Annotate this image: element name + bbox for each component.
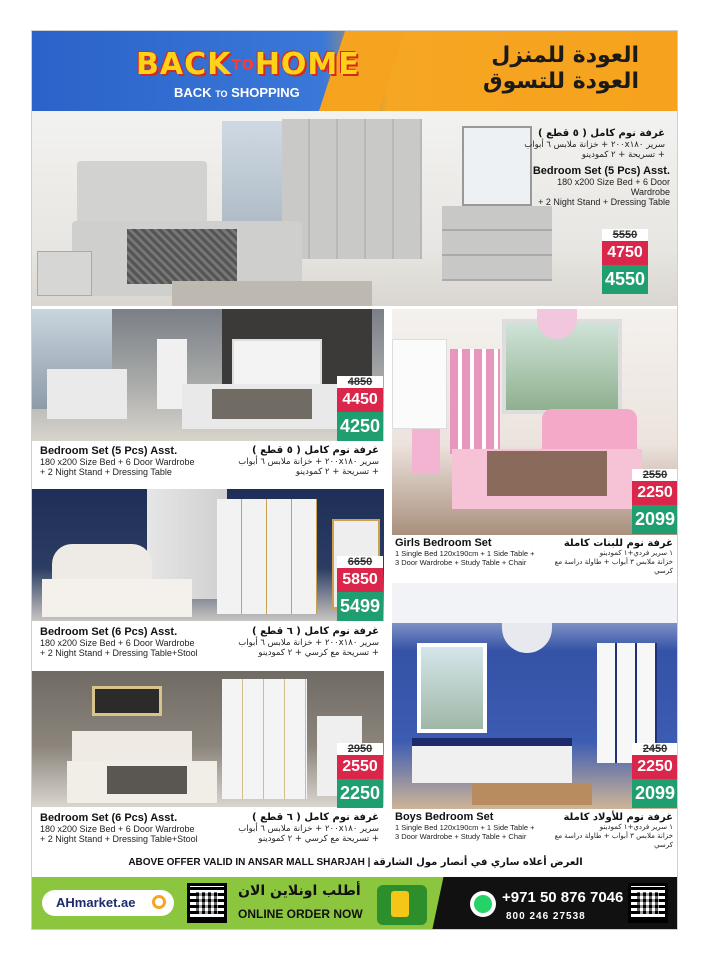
whatsapp-icon — [470, 891, 496, 917]
product-6-arabic-desc: غرفة نوم كامل ( ٦ قطع ) سرير ٢٠٠x١٨٠ + خزانة ملابس ٦ أبواب + تسريحة مع كرسي + ٢ كمودينو — [238, 812, 379, 844]
offer-validity: ABOVE OFFER VALID IN ANSAR MALL SHARJAH | العرض أعلاه ساري في أنصار مول الشارقة — [128, 857, 583, 868]
qr-code-left[interactable] — [187, 883, 227, 923]
offer-price: 2550 — [337, 755, 383, 779]
product-1-english-desc: Bedroom Set (5 Pcs) Asst. 180 x200 Size Bed + 6 Door Wardrobe + 2 Night Stand + Dressing Table — [532, 165, 670, 207]
product-1-price-tag — [602, 229, 648, 294]
old-price: 6650 — [337, 556, 383, 568]
product-5-english-desc: Boys Bedroom Set 1 Single Bed 120x190cm + 1 Side Table + 3 Door Wardrobe + Study Table + Chair — [395, 811, 535, 841]
wardrobe — [217, 499, 317, 614]
offer-price: 2250 — [632, 755, 678, 779]
product-6-price-tag — [337, 743, 383, 808]
sale-price: 2099 — [632, 505, 678, 534]
wardrobe — [282, 119, 422, 259]
order-online-arabic: أطلب اونلاين الان — [238, 883, 361, 899]
headboard — [232, 339, 322, 389]
product-5-arabic-desc: غرفة نوم للأولاد كاملة ١ سرير فردي+١ كمودينو خزانة ملابس ٣ أبواب + طاولة دراسة مع كرسي — [554, 812, 673, 849]
desk-chair — [412, 429, 440, 474]
shelf-unit — [392, 339, 447, 429]
old-price: 4850 — [337, 376, 383, 388]
flyer-page — [31, 30, 678, 930]
bedspread — [487, 451, 607, 496]
pink-wardrobe — [450, 349, 500, 454]
old-price: 2550 — [632, 469, 678, 481]
header-banner — [32, 31, 678, 111]
order-online-english: ONLINE ORDER NOW — [238, 907, 363, 921]
bedspread — [212, 389, 312, 419]
offer-price: 4750 — [602, 241, 648, 265]
bedspread — [127, 229, 237, 284]
product-3-arabic-desc: غرفة نوم للبنات كاملة ١ سرير فردي+١ كمودينو خزانة ملابس ٣ أبواب + طاولة دراسة مع كرسي — [554, 538, 673, 575]
product-4-price-tag — [337, 556, 383, 621]
headboard — [52, 544, 152, 584]
old-price: 2950 — [337, 743, 383, 755]
wall-art — [92, 686, 162, 716]
rug — [472, 783, 592, 805]
offer-price: 2250 — [632, 481, 678, 505]
nightstand — [37, 251, 92, 296]
product-6-english-desc: Bedroom Set (6 Pcs) Asst. 180 x200 Size Bed + 6 Door Wardrobe + 2 Night Stand + Dressing Table+Stool — [40, 812, 198, 844]
headboard — [542, 409, 637, 449]
product-4-arabic-desc: غرفة نوم كامل ( ٦ قطع ) سرير ٢٠٠x١٨٠ + خزانة ملابس ٦ أبواب + تسريحة مع كرسي + ٢ كمودينو — [238, 626, 379, 658]
whatsapp-number[interactable]: +971 50 876 7046 — [502, 889, 624, 906]
product-photo-6 — [32, 671, 384, 807]
wardrobe — [222, 679, 307, 799]
shopping-cart-icon — [377, 885, 427, 925]
product-4-english-desc: Bedroom Set (6 Pcs) Asst. 180 x200 Size Bed + 6 Door Wardrobe + 2 Night Stand + Dressing Table+Stool — [40, 626, 198, 658]
old-price: 5550 — [602, 229, 648, 241]
product-2-price-tag — [337, 376, 383, 441]
ceiling — [392, 583, 678, 623]
header-arabic-title: العودة للمنزل العودة للتسوق — [482, 43, 639, 94]
chandelier — [502, 623, 552, 653]
qr-code-right[interactable] — [628, 883, 668, 923]
website-link[interactable]: AHmarket.ae — [42, 890, 174, 916]
offer-price: 4450 — [337, 388, 383, 412]
sale-price: 5499 — [337, 592, 383, 621]
sale-price: 2250 — [337, 779, 383, 808]
bed — [412, 738, 572, 783]
old-price: 2450 — [632, 743, 678, 755]
search-icon — [152, 895, 166, 909]
product-2-english-desc: Bedroom Set (5 Pcs) Asst. 180 x200 Size Bed + 6 Door Wardrobe + 2 Night Stand + Dressing Table — [40, 445, 195, 477]
product-3-price-tag — [632, 469, 678, 534]
dresser — [442, 206, 552, 281]
product-2-arabic-desc: غرفة نوم كامل ( ٥ قطع ) سرير ٢٠٠x١٨٠ + خزانة ملابس ٦ أبواب + تسريحة + ٢ كمودينو — [238, 445, 379, 477]
bedspread — [107, 766, 187, 794]
window — [417, 643, 487, 733]
back-to-home-logo: BACKTOHOME — [136, 47, 360, 82]
product-photo-2 — [32, 309, 384, 441]
bed — [42, 579, 192, 617]
back-to-shopping-tagline: BACK TO SHOPPING — [174, 85, 300, 100]
rug — [172, 281, 372, 306]
product-3-english-desc: Girls Bedroom Set 1 Single Bed 120x190cm + 1 Side Table + 3 Door Wardrobe + Study Table + Chair — [395, 537, 535, 567]
offer-price: 5850 — [337, 568, 383, 592]
product-5-price-tag — [632, 743, 678, 808]
product-photo-4 — [32, 489, 384, 621]
sale-price: 4250 — [337, 412, 383, 441]
sale-price: 4550 — [602, 265, 648, 294]
toll-free-number[interactable]: 800 246 27538 — [506, 911, 586, 922]
dresser — [47, 369, 127, 419]
footer — [32, 877, 678, 930]
sale-price: 2099 — [632, 779, 678, 808]
product-1-arabic-desc: غرفة نوم كامل ( ٥ قطع ) سرير ٢٠٠x١٨٠ + خزانة ملابس ٦ أبواب + تسريحة + ٢ كمودينو — [524, 128, 665, 160]
